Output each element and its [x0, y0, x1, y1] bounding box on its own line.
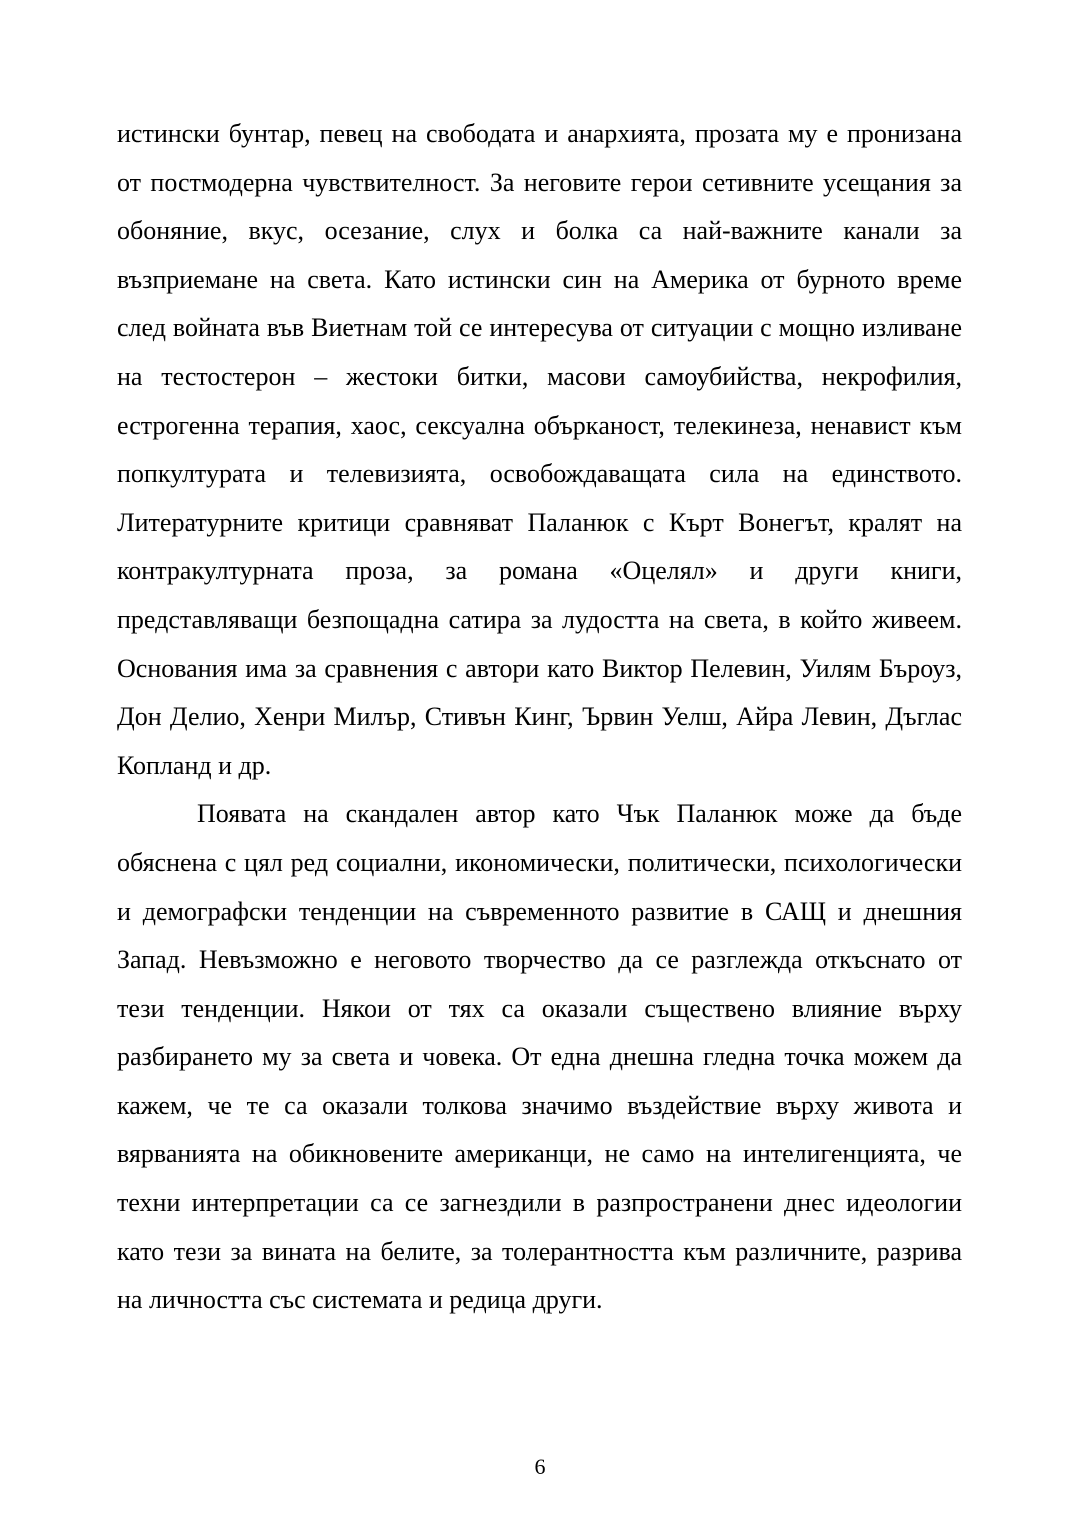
- body-text: [117, 110, 962, 1325]
- page-number: 6: [534, 1454, 546, 1479]
- paragraph-appearance: Появата на скандален автор като Чък Паланюк може да бъде обяснена с цял ред социални, икономически, политически, психологически и демографски тенденции на съвременното развитие в САЩ и днешния Запад. Невъзможно е неговото творчество да се разглежда откъснато от тези тенденции. Някои от тях са оказали съществено влияние върху разбирането му за света и човека. От една днешна гледна точка можем да кажем, че те са оказали толкова значимо въздействие върху живота и вярванията на обикновените американци, не само на интелигенцията, че техни интерпретации са се загнездили в разпространени днес идеологии като тези за вината на белите, за толерантността към различните, разрива на личността със системата и редица други.: [117, 799, 962, 1315]
- paragraph-continuation: истински бунтар, певец на свободата и анархията, прозата му е пронизана от постмодерна чувствителност. За неговите герои сетивните усещания за обоняние, вкус, осезание, слух и болка са най-важните канали за възприемане на света. Като истински син на Америка от бурното време след войната във Виетнам той се интересува от ситуации с мощно изливане на тестостерон – жестоки битки, масови самоубийства, некрофилия, естрогенна терапия, хаос, сексуална объркaност, телекинеза, ненавист към попкултурата и телевизията, освобождаващата сила на единството. Литературните критици сравняват Паланюк с Кърт Вонегът, кралят на контракултурната проза, за романа «Оцелял» и други книги, представляващи безпощадна сатира за лудостта на света, в който живеем. Основания има за сравнения с автори като Виктор Пелевин, Уилям Бъроуз, Дон Делио, Хенри Милър, Стивън Кинг, Ървин Уелш, Айра Левин, Дъглас Копланд и др.: [117, 119, 962, 780]
